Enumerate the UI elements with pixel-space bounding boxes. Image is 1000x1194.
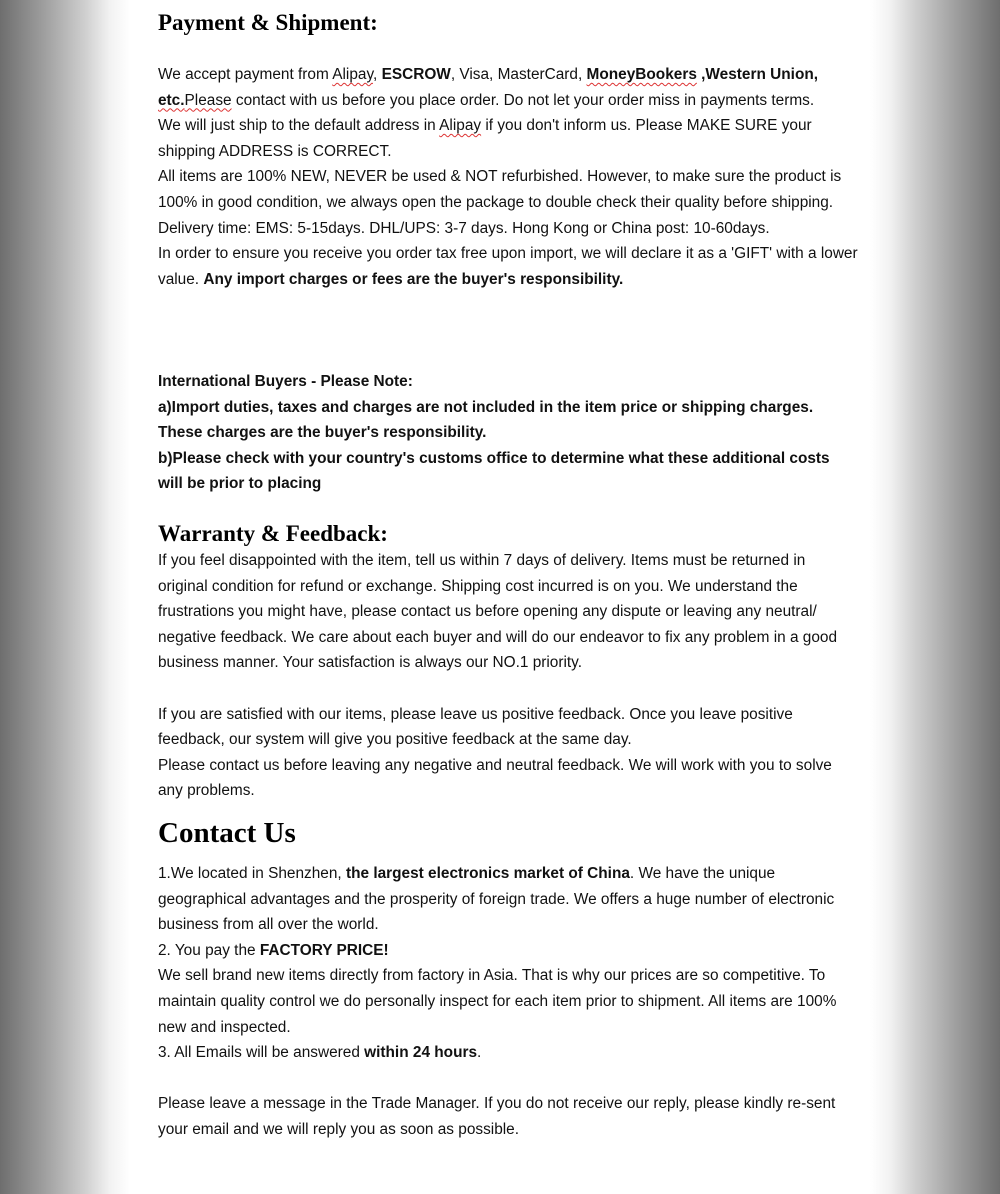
location-intro-text: 1.We located in Shenzhen, xyxy=(158,865,346,882)
factory-price-text: FACTORY PRICE! xyxy=(259,941,389,959)
warranty-section xyxy=(158,548,858,804)
response-time-text: within 24 hours xyxy=(364,1044,478,1062)
shipping-address-paragraph xyxy=(158,113,858,164)
factory-price-intro: 2. You pay the xyxy=(158,941,260,959)
factory-price-line xyxy=(158,938,858,964)
cards-text: , Visa, MasterCard, xyxy=(450,66,587,83)
payment-shipment-heading: Payment & Shipment: xyxy=(158,10,378,35)
western-union-text: ,Western Union, xyxy=(696,66,819,83)
customs-office-note: b)Please check with your country's customs office to determine what these additional costs will be prior to placing xyxy=(158,449,830,493)
ship-intro-text: We will just ship to the default address in xyxy=(158,117,440,135)
separator-text: , xyxy=(373,66,382,83)
electronics-market-text: the largest electronics market of China xyxy=(345,865,630,882)
email-response-line xyxy=(158,1040,858,1066)
positive-feedback-paragraph: If you are satisfied with our items, please leave us positive feedback. Once you leave positive feedback, our system will give you positive feedback at the same day. xyxy=(158,705,793,749)
tax-paragraph xyxy=(158,241,858,292)
contact-section xyxy=(158,861,858,1143)
policy-sheet xyxy=(158,0,858,1194)
contact-us-heading: Contact Us xyxy=(158,817,296,849)
etc-text: etc. xyxy=(158,91,185,109)
location-paragraph xyxy=(158,861,858,938)
ship-outro-text: if you don't inform us. Please MAKE SURE your shipping ADDRESS is CORRECT. xyxy=(158,117,812,160)
trade-manager-paragraph: Please leave a message in the Trade Manager. If you do not receive our reply, please kindly re-sent your email and we will reply you as soon as possible. xyxy=(158,1095,836,1138)
period-text: . xyxy=(477,1044,482,1062)
payment-section xyxy=(158,62,858,292)
warranty-feedback-heading: Warranty & Feedback: xyxy=(158,521,388,546)
payment-methods-paragraph xyxy=(158,62,858,113)
international-buyers-title: International Buyers - Please Note: xyxy=(158,373,413,390)
item-condition-paragraph: All items are 100% NEW, NEVER be used & NOT refurbished. However, to make sure the product is 100% in good condition, we always open the package to double check their quality before shipping. xyxy=(158,168,842,211)
tax-text: In order to ensure you receive you order tax free upon import, we will declare it as a 'GIFT' with a lower value. xyxy=(158,245,858,288)
delivery-time-paragraph: Delivery time: EMS: 5-15days. DHL/UPS: 3-7 days. Hong Kong or China post: 10-60days. xyxy=(158,219,770,237)
email-intro-text: 3. All Emails will be answered xyxy=(158,1044,365,1062)
accept-outro-text: contact with us before you place order. Do not let your order miss in payments terms. xyxy=(231,91,815,109)
escrow-text: ESCROW xyxy=(381,66,451,83)
import-charges-notice: Any import charges or fees are the buyer's responsibility. xyxy=(203,270,624,288)
import-duties-note: a)Import duties, taxes and charges are not included in the item price or shipping charges. These charges are the buyer's responsibility. xyxy=(158,398,814,442)
spacer xyxy=(158,676,858,702)
international-buyers-section xyxy=(158,369,858,497)
alipay-text: Alipay xyxy=(332,66,373,83)
spacer xyxy=(158,1066,858,1092)
please-text: Please xyxy=(184,91,232,109)
refund-policy-paragraph: If you feel disappointed with the item, tell us within 7 days of delivery. Items must be returned in original condition for refund or exchange. Shipping cost incurred is on you. We understand the frustrations you might have, please contact us before opening any dispute or leaving any neutral/ negative feedback. We care about each buyer and will do our endeavor to fix any problem in a good business manner. Your satisfaction is always our NO.1 priority. xyxy=(158,552,838,672)
ship-alipay-text: Alipay xyxy=(439,117,482,135)
factory-direct-paragraph: We sell brand new items directly from factory in Asia. That is why our prices are so competitive. To maintain quality control we do personally inspect for each item prior to shipment. All items are 100% new and inspected. xyxy=(158,967,837,1036)
negative-feedback-paragraph: Please contact us before leaving any negative and neutral feedback. We will work with you to solve any problems. xyxy=(158,756,832,800)
accept-intro-text: We accept payment from xyxy=(158,66,333,83)
location-outro-text: . We have the unique geographical advantages and the prosperity of foreign trade. We offers a huge number of electronic business from all over the world. xyxy=(158,865,835,934)
moneybookers-text: MoneyBookers xyxy=(586,66,697,83)
